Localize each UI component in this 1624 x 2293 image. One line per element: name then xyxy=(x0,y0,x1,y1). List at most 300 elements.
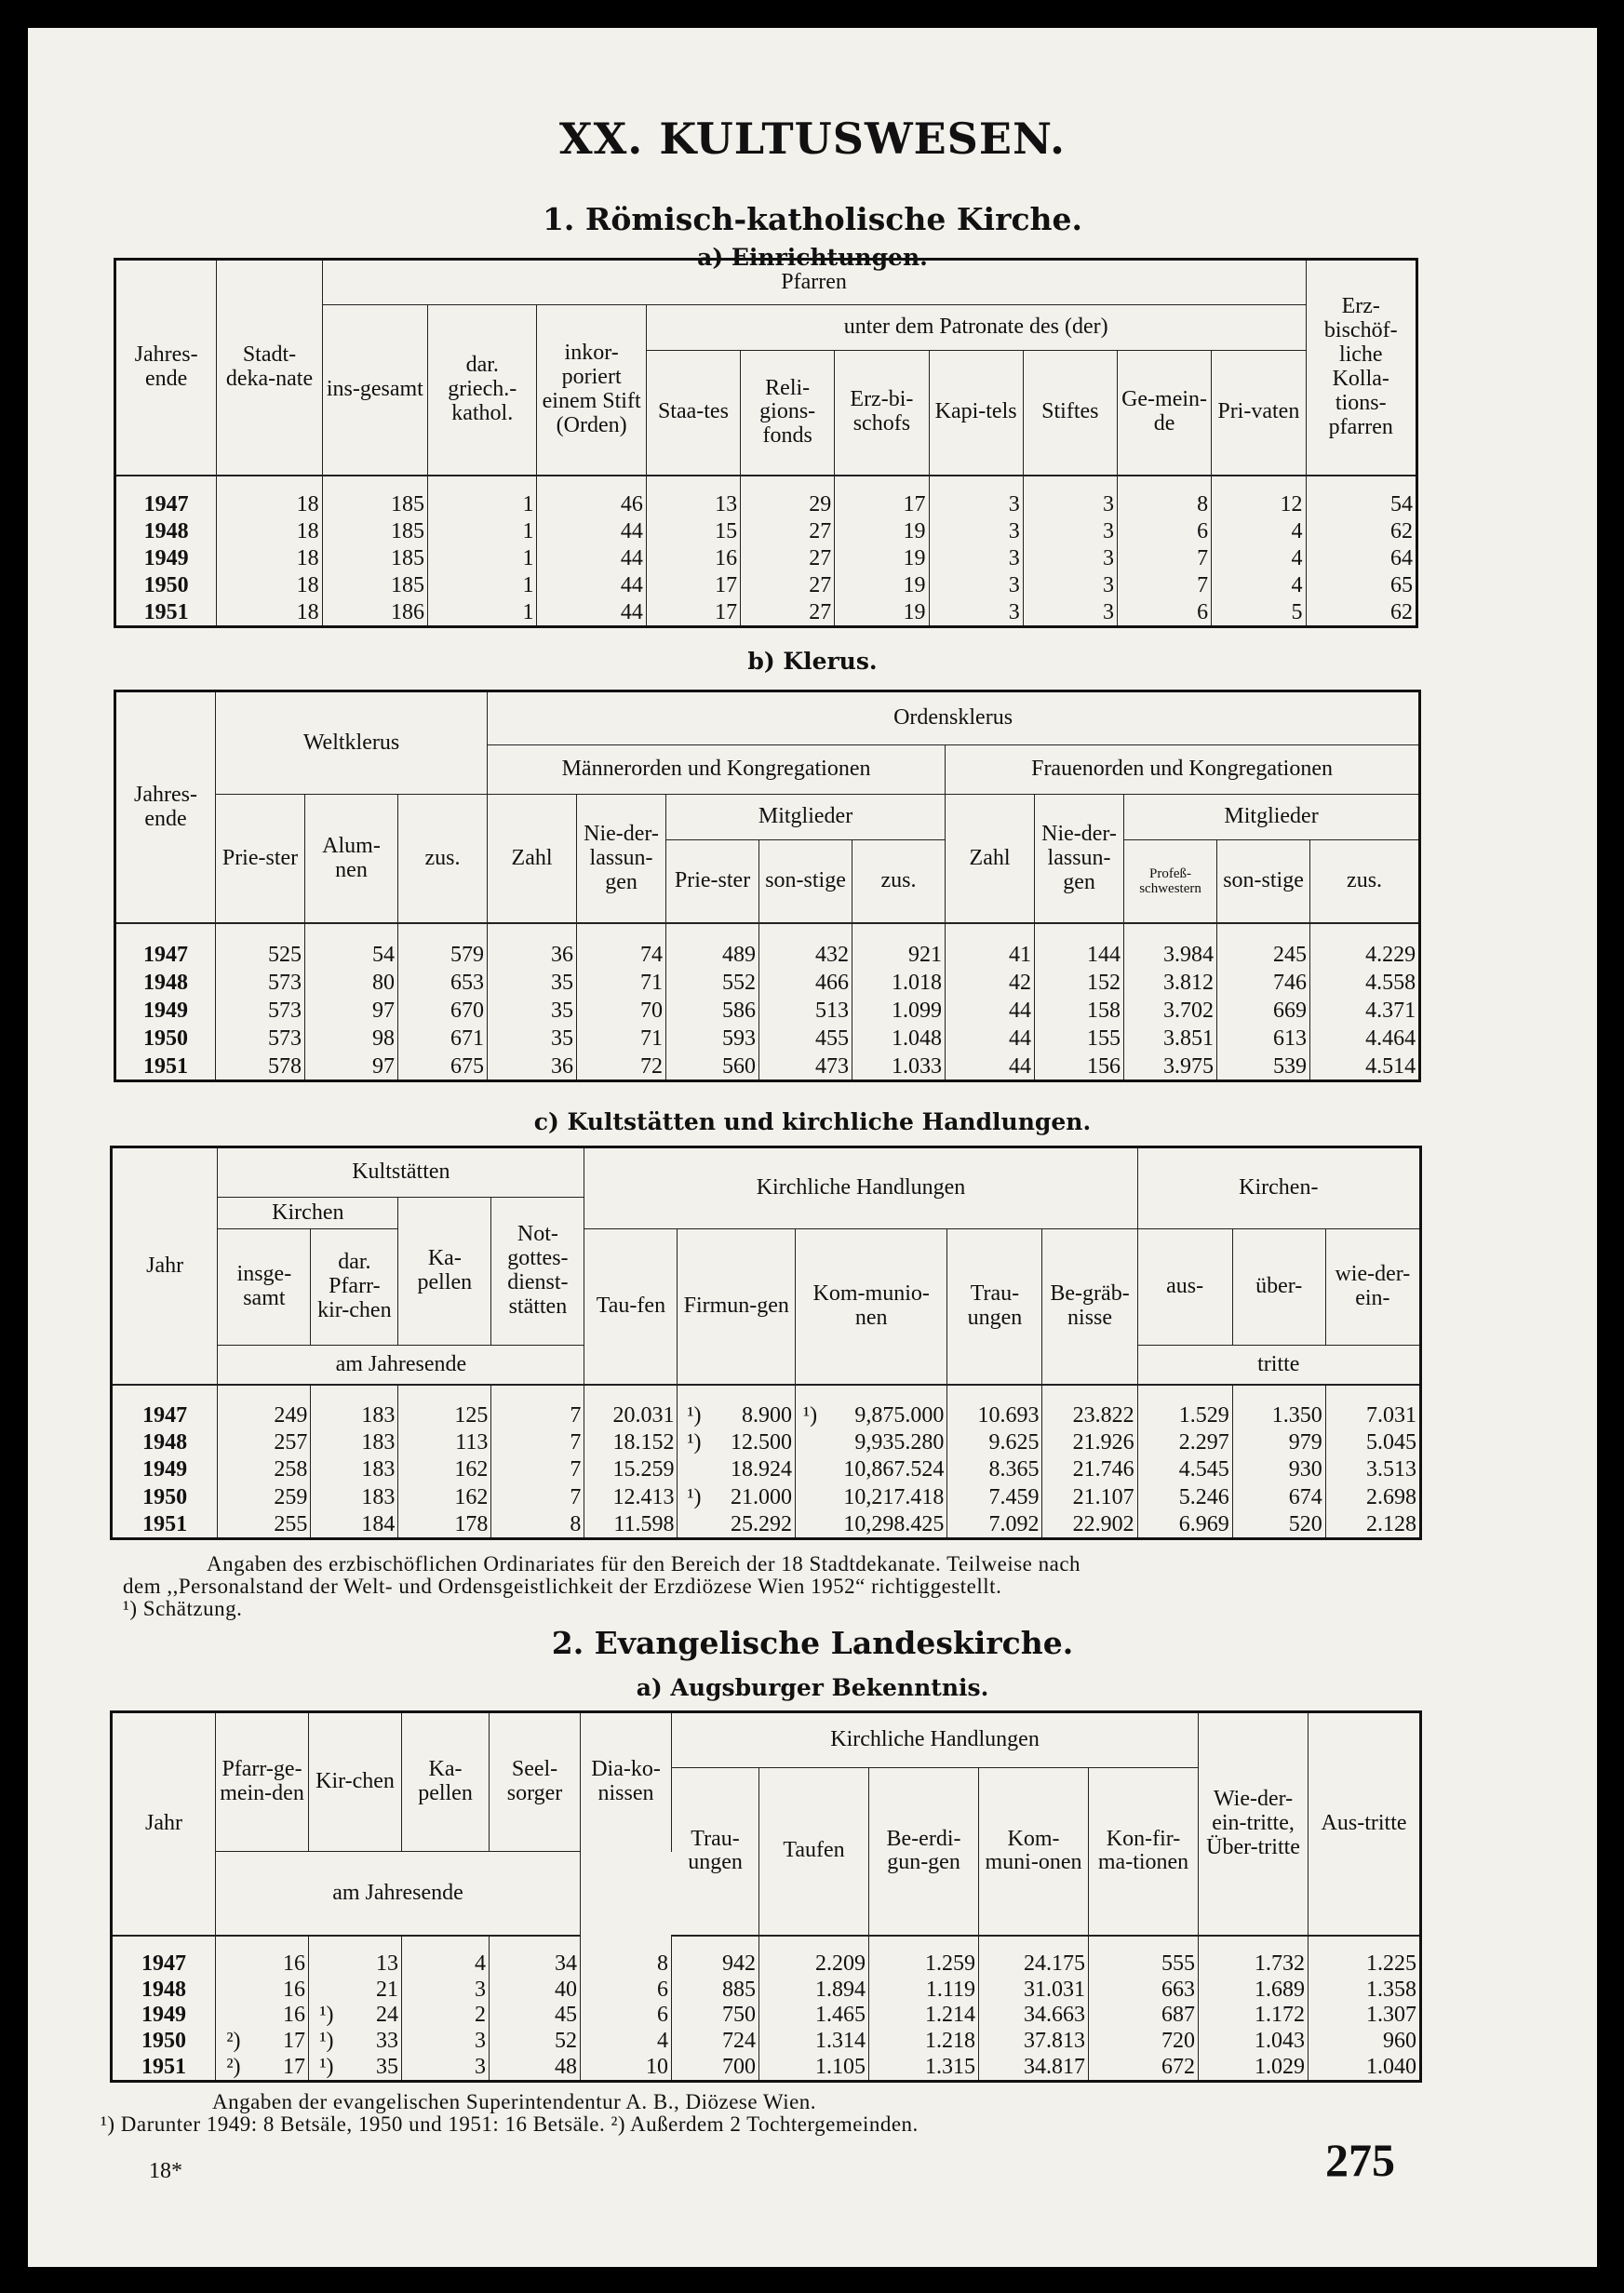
value-cell: 44 xyxy=(946,1024,1035,1052)
value-cell: 432 xyxy=(759,923,852,967)
hdr-f-zahl: Zahl xyxy=(946,795,1035,924)
value-cell: 18 xyxy=(217,476,322,518)
value-cell: ¹) xyxy=(319,2003,334,2028)
value-cell: 44 xyxy=(537,544,646,571)
table-d-body xyxy=(112,1936,1421,2082)
value-cell: 4.229 xyxy=(1365,942,1416,967)
value-cell: 3 xyxy=(929,476,1023,518)
value-cell: 257 xyxy=(218,1428,311,1455)
value-cell: 4.545 xyxy=(1137,1455,1232,1482)
value-cell: 42 xyxy=(946,968,1035,996)
value-cell: 72 xyxy=(577,1052,666,1081)
hdr-kirchen: Kirchen xyxy=(218,1198,398,1229)
value-cell: 2.297 xyxy=(1137,1428,1232,1455)
value-cell: 15.259 xyxy=(584,1455,678,1482)
value-cell: 669 xyxy=(1217,996,1310,1024)
value-cell: 70 xyxy=(577,996,666,1024)
value-cell: 6.969 xyxy=(1137,1509,1232,1538)
value-cell: ¹) xyxy=(687,1429,702,1455)
hdr-c-kapellen: Ka-pellen xyxy=(398,1198,491,1345)
hdr-pfarren: Pfarren xyxy=(322,260,1306,305)
value-cell: 2.209 xyxy=(759,1936,869,1977)
hdr-m-mitglieder: Mitglieder xyxy=(666,795,946,840)
value-cell: 1.172 xyxy=(1199,2002,1309,2028)
value-cell: ²) xyxy=(226,2055,241,2080)
table-row xyxy=(112,1428,1421,1455)
value-cell: 960 xyxy=(1383,2029,1417,2054)
value-cell: 1.018 xyxy=(852,968,946,996)
value-cell: 7 xyxy=(491,1385,584,1428)
hdr-c-trauungen: Trau-ungen xyxy=(947,1229,1042,1385)
value-cell: 2 xyxy=(402,2002,490,2028)
value-cell: 249 xyxy=(218,1385,311,1428)
value-cell: 1.358 xyxy=(1366,1977,1417,2002)
value-cell: 27 xyxy=(741,544,835,571)
value-cell: 1.043 xyxy=(1199,2028,1309,2054)
value-cell: 3.975 xyxy=(1124,1052,1217,1081)
table-row xyxy=(112,2054,1421,2081)
hdr-d-beerdigungen: Be-erdi-gun-gen xyxy=(869,1768,979,1936)
table-row xyxy=(115,996,1420,1024)
hdr-welt-zus: zus. xyxy=(398,795,488,924)
value-cell: 18 xyxy=(217,571,322,598)
value-cell: 37.813 xyxy=(979,2028,1089,2054)
table-row xyxy=(112,1509,1421,1538)
value-cell: 34.663 xyxy=(979,2002,1089,2028)
hdr-erzbischofs: Erz-bi-schofs xyxy=(835,351,929,476)
year-cell: 1948 xyxy=(112,1977,216,2003)
value-cell: 27 xyxy=(741,571,835,598)
value-cell: 29 xyxy=(741,476,835,518)
value-cell: 1.259 xyxy=(869,1936,979,1977)
value-cell: 27 xyxy=(741,517,835,544)
value-cell: ¹) xyxy=(687,1484,702,1509)
value-cell: 5.045 xyxy=(1366,1429,1416,1455)
value-cell: 10.693 xyxy=(947,1385,1042,1428)
hdr-religionsfonds: Reli-gions-fonds xyxy=(741,351,835,476)
value-cell: 1.099 xyxy=(852,996,946,1024)
value-cell xyxy=(796,1428,821,1455)
value-cell: 74 xyxy=(577,923,666,967)
value-cell: 10,217.418 xyxy=(820,1482,947,1509)
value-cell: 21 xyxy=(337,1977,402,2003)
value-cell: 19 xyxy=(835,544,929,571)
value-cell: 98 xyxy=(305,1024,398,1052)
table-d-title: a) Augsburger Bekenntnis. xyxy=(636,1674,989,1701)
value-cell: 578 xyxy=(216,1052,305,1081)
hdr-m-zahl: Zahl xyxy=(488,795,577,924)
value-cell: 41 xyxy=(946,923,1035,967)
value-cell: 23.822 xyxy=(1042,1385,1137,1428)
table-row xyxy=(115,598,1417,627)
value-cell: 3 xyxy=(1023,476,1117,518)
hdr-d-austritte: Aus-tritte xyxy=(1309,1712,1421,1936)
value-cell: 942 xyxy=(672,1936,759,1977)
note-d-1: Angaben der evangelischen Superintendentur A. B., Diözese Wien. xyxy=(212,2090,817,2113)
value-cell: 18 xyxy=(217,544,322,571)
hdr-maennerorden: Männerorden und Kongregationen xyxy=(488,744,946,794)
value-cell: 45 xyxy=(490,2002,581,2028)
hdr-kultstaetten: Kultstätten xyxy=(218,1147,584,1198)
value-cell: 1.465 xyxy=(759,2002,869,2028)
value-cell: 125 xyxy=(398,1385,491,1428)
value-cell: 1.350 xyxy=(1232,1385,1325,1428)
value-cell xyxy=(216,1977,244,2003)
value-cell: 1.314 xyxy=(759,2028,869,2054)
value-cell xyxy=(216,1936,244,1977)
value-cell xyxy=(678,1509,705,1538)
value-cell: 4.464 xyxy=(1365,1026,1416,1051)
value-cell: 17 xyxy=(244,2028,309,2054)
value-cell: 144 xyxy=(1035,923,1124,967)
table-b-body xyxy=(115,923,1420,1080)
table-c-title: c) Kultstätten und kirchliche Handlungen. xyxy=(533,1108,1092,1135)
hdr-tritte: tritte xyxy=(1137,1345,1420,1385)
value-cell: 8 xyxy=(491,1509,584,1538)
value-cell: 579 xyxy=(398,923,488,967)
year-cell: 1951 xyxy=(115,598,217,627)
value-cell: 34 xyxy=(490,1936,581,1977)
value-cell: 18 xyxy=(217,517,322,544)
value-cell: 183 xyxy=(311,1482,398,1509)
note-c-3: ¹) Schätzung. xyxy=(123,1597,243,1620)
value-cell: 750 xyxy=(672,2002,759,2028)
year-cell: 1950 xyxy=(112,2028,216,2054)
table-row xyxy=(115,517,1417,544)
value-cell: 9.625 xyxy=(947,1428,1042,1455)
value-cell: 162 xyxy=(398,1482,491,1509)
hdr-notgottesdienst: Not-gottes-dienst-stätten xyxy=(491,1198,584,1345)
value-cell: 675 xyxy=(398,1052,488,1081)
value-cell: 687 xyxy=(1089,2002,1199,2028)
hdr-weltklerus: Weltklerus xyxy=(216,691,488,795)
hdr-m-niederlassungen: Nie-der-lassun-gen xyxy=(577,795,666,924)
value-cell: 19 xyxy=(835,571,929,598)
hdr-kollationspfarren: Erz-bischöf-liche Kolla-tions-pfarren xyxy=(1306,260,1416,476)
value-cell: 13 xyxy=(646,476,740,518)
value-cell: 64 xyxy=(1390,546,1413,571)
hdr-f-zus: zus. xyxy=(1310,839,1420,923)
hdr-taufen: Tau-fen xyxy=(584,1229,678,1385)
value-cell: 21.926 xyxy=(1042,1428,1137,1455)
value-cell: 156 xyxy=(1035,1052,1124,1081)
hdr-uebertritte: über- xyxy=(1232,1229,1325,1345)
value-cell: 18 xyxy=(217,598,322,627)
value-cell: 3 xyxy=(1023,571,1117,598)
hdr-staates: Staa-tes xyxy=(646,351,740,476)
hdr-pfarrkirchen: dar. Pfarr-kir-chen xyxy=(311,1229,398,1345)
hdr-m-zus: zus. xyxy=(852,839,946,923)
value-cell: 27 xyxy=(741,598,835,627)
value-cell: 17 xyxy=(646,571,740,598)
hdr-d-jahr: Jahr xyxy=(112,1712,216,1936)
value-cell: 7.092 xyxy=(947,1509,1042,1538)
value-cell: 1.315 xyxy=(869,2054,979,2081)
value-cell: 1 xyxy=(428,598,537,627)
year-cell: 1949 xyxy=(115,996,216,1024)
value-cell: 6 xyxy=(1117,598,1211,627)
section1-title: 1. Römisch-katholische Kirche. xyxy=(542,201,1083,237)
section2-title: 2. Evangelische Landeskirche. xyxy=(551,1625,1074,1661)
value-cell: 3.812 xyxy=(1124,968,1217,996)
value-cell: 16 xyxy=(244,1977,309,2003)
value-cell: 7 xyxy=(1117,544,1211,571)
year-cell: 1947 xyxy=(112,1936,216,1977)
hdr-d-kirchen: Kir-chen xyxy=(309,1712,402,1852)
value-cell: 885 xyxy=(672,1977,759,2003)
hdr-patronat: unter dem Patronate des (der) xyxy=(646,305,1306,351)
value-cell: 255 xyxy=(218,1509,311,1538)
value-cell: 40 xyxy=(490,1977,581,2003)
value-cell: 3.984 xyxy=(1124,923,1217,967)
value-cell: 7 xyxy=(1117,571,1211,598)
value-cell: 593 xyxy=(666,1024,759,1052)
value-cell: 586 xyxy=(666,996,759,1024)
table-row xyxy=(112,2002,1421,2028)
value-cell: 44 xyxy=(946,1052,1035,1081)
value-cell xyxy=(309,1936,337,1977)
value-cell: 19 xyxy=(835,517,929,544)
value-cell: ¹) xyxy=(319,2055,334,2080)
table-row xyxy=(115,923,1420,967)
note-d-2: ¹) Darunter 1949: 8 Betsäle, 1950 und 1951: 16 Betsäle. ²) Außerdem 2 Tochtergemeinden. xyxy=(101,2112,919,2136)
table-row xyxy=(112,1455,1421,1482)
value-cell: 62 xyxy=(1390,519,1413,544)
value-cell xyxy=(796,1482,821,1509)
year-cell: 1949 xyxy=(112,1455,218,1482)
value-cell: 17 xyxy=(835,476,929,518)
value-cell: 555 xyxy=(1089,1936,1199,1977)
value-cell: 7.031 xyxy=(1366,1402,1416,1428)
value-cell: 54 xyxy=(305,923,398,967)
value-cell: 34.817 xyxy=(979,2054,1089,2081)
hdr-f-niederlassungen: Nie-der-lassun-gen xyxy=(1035,795,1124,924)
value-cell: 3 xyxy=(929,517,1023,544)
table-b-title: b) Klerus. xyxy=(747,648,878,675)
value-cell: 185 xyxy=(322,476,427,518)
value-cell: 183 xyxy=(311,1428,398,1455)
hdr-begraebnisse: Be-gräb-nisse xyxy=(1042,1229,1137,1385)
value-cell: 1 xyxy=(428,517,537,544)
year-cell: 1948 xyxy=(115,968,216,996)
hdr-d-am-jahresende: am Jahresende xyxy=(216,1852,581,1936)
value-cell: 674 xyxy=(1232,1482,1325,1509)
year-cell: 1950 xyxy=(115,1024,216,1052)
value-cell: 52 xyxy=(490,2028,581,2054)
value-cell: 183 xyxy=(311,1385,398,1428)
hdr-f-professschwestern: Profeß-schwestern xyxy=(1124,839,1217,923)
year-cell: 1951 xyxy=(112,1509,218,1538)
value-cell: 97 xyxy=(305,996,398,1024)
hdr-m-priester: Prie-ster xyxy=(666,839,759,923)
value-cell: 8.365 xyxy=(947,1455,1042,1482)
value-cell: 4.558 xyxy=(1365,970,1416,995)
value-cell: 12 xyxy=(1212,476,1306,518)
value-cell: 36 xyxy=(488,923,577,967)
value-cell: 21.000 xyxy=(705,1482,796,1509)
value-cell: 10,867.524 xyxy=(820,1455,947,1482)
value-cell: 35 xyxy=(488,968,577,996)
value-cell: 7 xyxy=(491,1428,584,1455)
table-augsburger xyxy=(110,1710,1422,2083)
value-cell: 5 xyxy=(1212,598,1306,627)
value-cell: 16 xyxy=(646,544,740,571)
table-row xyxy=(115,476,1417,518)
hdr-pfarrgemeinden: Pfarr-ge-mein-den xyxy=(216,1712,309,1852)
value-cell: 36 xyxy=(488,1052,577,1081)
value-cell: 13 xyxy=(337,1936,402,1977)
value-cell: 185 xyxy=(322,544,427,571)
value-cell: 1.529 xyxy=(1137,1385,1232,1428)
value-cell: 35 xyxy=(488,1024,577,1052)
value-cell: 155 xyxy=(1035,1024,1124,1052)
value-cell: 466 xyxy=(759,968,852,996)
value-cell xyxy=(796,1455,821,1482)
year-cell: 1949 xyxy=(112,2002,216,2028)
hdr-d-kommunionen: Kom-muni-onen xyxy=(979,1768,1089,1936)
value-cell: 22.902 xyxy=(1042,1509,1137,1538)
value-cell: 9,875.000 xyxy=(820,1385,947,1428)
value-cell: ¹) xyxy=(687,1402,702,1428)
hdr-frauenorden: Frauenorden und Kongregationen xyxy=(946,744,1420,794)
hdr-insgesamt: ins-gesamt xyxy=(322,305,427,476)
value-cell: 663 xyxy=(1089,1977,1199,2003)
table-row xyxy=(115,1024,1420,1052)
hdr-welt-alumnen: Alum-nen xyxy=(305,795,398,924)
value-cell: 573 xyxy=(216,1024,305,1052)
value-cell: 525 xyxy=(216,923,305,967)
value-cell: 65 xyxy=(1390,572,1413,597)
value-cell: 1.040 xyxy=(1366,2055,1417,2080)
value-cell: 259 xyxy=(218,1482,311,1509)
value-cell: 1.225 xyxy=(1366,1951,1417,1976)
value-cell: 1 xyxy=(428,571,537,598)
value-cell: 5.246 xyxy=(1137,1482,1232,1509)
table-a-title: a) Einrichtungen. xyxy=(697,244,928,271)
value-cell: 24.175 xyxy=(979,1936,1089,1977)
value-cell: 20.031 xyxy=(584,1385,678,1428)
value-cell: 3 xyxy=(929,544,1023,571)
value-cell: 3 xyxy=(402,2028,490,2054)
value-cell: 1.105 xyxy=(759,2054,869,2081)
value-cell: 4.371 xyxy=(1365,998,1416,1023)
hdr-d-trauungen: Trau-ungen xyxy=(672,1768,759,1936)
value-cell: 44 xyxy=(537,598,646,627)
hdr-firmungen: Firmun-gen xyxy=(678,1229,796,1385)
value-cell: 1.689 xyxy=(1199,1977,1309,2003)
value-cell: 3 xyxy=(1023,598,1117,627)
value-cell: 44 xyxy=(537,517,646,544)
value-cell: 4 xyxy=(402,1936,490,1977)
value-cell: 539 xyxy=(1217,1052,1310,1081)
hdr-kirchen-tritte: Kirchen- xyxy=(1137,1147,1420,1229)
value-cell: 1.218 xyxy=(869,2028,979,2054)
value-cell: 1.894 xyxy=(759,1977,869,2003)
value-cell: 158 xyxy=(1035,996,1124,1024)
value-cell: 1.033 xyxy=(852,1052,946,1081)
hdr-b-jahresende: Jahres-ende xyxy=(115,691,216,924)
value-cell: 54 xyxy=(1390,492,1413,517)
value-cell: 25.292 xyxy=(705,1509,796,1538)
hdr-d-wiedereintritte: Wie-der-ein-tritte, Über-tritte xyxy=(1199,1712,1309,1936)
value-cell: 162 xyxy=(398,1455,491,1482)
page-number: 275 xyxy=(1325,2134,1395,2186)
value-cell: 12.500 xyxy=(705,1428,796,1455)
value-cell: 473 xyxy=(759,1052,852,1081)
hdr-f-sonstige: son-stige xyxy=(1217,839,1310,923)
value-cell: 489 xyxy=(666,923,759,967)
value-cell: 21.107 xyxy=(1042,1482,1137,1509)
hdr-stadtdekanate: Stadt-deka-nate xyxy=(217,260,322,476)
value-cell: 520 xyxy=(1232,1509,1325,1538)
note-c-2: dem ,,Personalstand der Welt- und Ordensgeistlichkeit der Erzdiözese Wien 1952“ richtiggestellt. xyxy=(123,1575,1002,1598)
value-cell: 10,298.425 xyxy=(820,1509,947,1538)
value-cell: 80 xyxy=(305,968,398,996)
value-cell: 1.048 xyxy=(852,1024,946,1052)
hdr-c-jahr: Jahr xyxy=(112,1147,218,1386)
value-cell: 71 xyxy=(577,1024,666,1052)
value-cell: 724 xyxy=(672,2028,759,2054)
table-kultstaetten xyxy=(110,1146,1422,1540)
hdr-c-am-jahresende: am Jahresende xyxy=(218,1345,584,1385)
value-cell: 653 xyxy=(398,968,488,996)
value-cell: 573 xyxy=(216,996,305,1024)
year-cell: 1948 xyxy=(112,1428,218,1455)
value-cell: 6 xyxy=(581,1977,672,2003)
value-cell: 1.307 xyxy=(1366,2003,1417,2028)
year-cell: 1947 xyxy=(115,476,217,518)
table-row xyxy=(112,1482,1421,1509)
value-cell: ¹) xyxy=(319,2029,334,2054)
value-cell: 178 xyxy=(398,1509,491,1538)
value-cell: ²) xyxy=(226,2029,241,2054)
value-cell: 1.029 xyxy=(1199,2054,1309,2081)
value-cell: 183 xyxy=(311,1455,398,1482)
hdr-ordensklerus: Ordensklerus xyxy=(488,691,1420,745)
value-cell: 4 xyxy=(1212,571,1306,598)
hdr-inkorporiert: inkor-poriert einem Stift (Orden) xyxy=(537,305,646,476)
value-cell: 152 xyxy=(1035,968,1124,996)
value-cell: 921 xyxy=(852,923,946,967)
table-a-body xyxy=(115,476,1417,627)
value-cell: 513 xyxy=(759,996,852,1024)
hdr-welt-priester: Prie-ster xyxy=(216,795,305,924)
year-cell: 1949 xyxy=(115,544,217,571)
value-cell: 46 xyxy=(537,476,646,518)
table-row xyxy=(115,571,1417,598)
value-cell: 11.598 xyxy=(584,1509,678,1538)
value-cell: 33 xyxy=(337,2028,402,2054)
table-klerus xyxy=(114,690,1421,1082)
value-cell: 670 xyxy=(398,996,488,1024)
value-cell: 185 xyxy=(322,571,427,598)
value-cell: 185 xyxy=(322,517,427,544)
value-cell: 8 xyxy=(1117,476,1211,518)
hdr-griech: dar. griech.-kathol. xyxy=(428,305,537,476)
value-cell: 552 xyxy=(666,968,759,996)
value-cell: 3 xyxy=(402,1977,490,2003)
value-cell: 2.128 xyxy=(1366,1512,1416,1537)
value-cell: 1 xyxy=(428,476,537,518)
hdr-d-taufen: Taufen xyxy=(759,1768,869,1936)
value-cell: 9,935.280 xyxy=(820,1428,947,1455)
value-cell: 4.514 xyxy=(1365,1054,1416,1079)
year-cell: 1947 xyxy=(112,1385,218,1428)
value-cell xyxy=(796,1509,821,1538)
year-cell: 1951 xyxy=(112,2054,216,2081)
value-cell: 672 xyxy=(1089,2054,1199,2081)
value-cell: 17 xyxy=(646,598,740,627)
